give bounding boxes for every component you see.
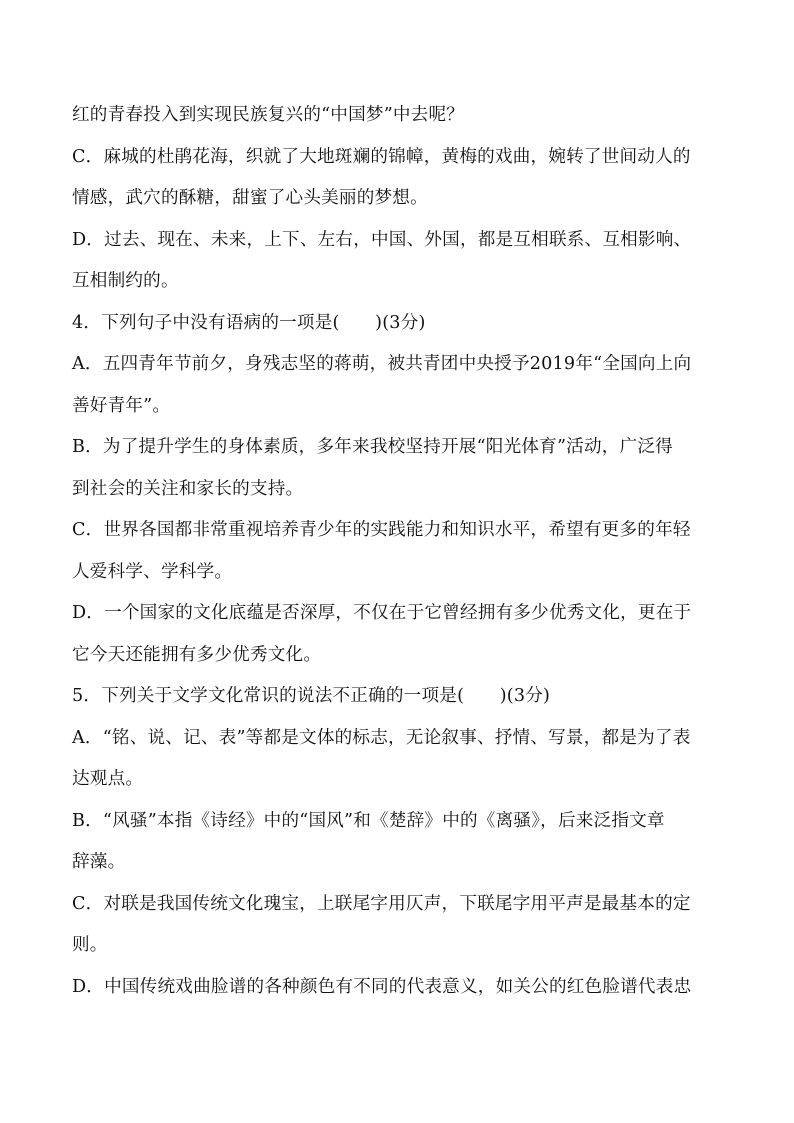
text-line: 它今天还能拥有多少优秀文化。: [72, 644, 322, 665]
text-line: C．麻城的杜鹃花海，织就了大地斑斓的锦幛，黄梅的戏曲，婉转了世间动人的: [72, 146, 691, 167]
text-line: C．世界各国都非常重视培养青少年的实践能力和知识水平，希望有更多的年轻: [72, 520, 691, 540]
text-line: 到社会的关注和家长的支持。: [72, 478, 304, 499]
text-line: 人爱科学、学科学。: [72, 561, 233, 582]
text-line: A．“铭、说、记、表”等都是文体的标志，无论叙事、抒情、写景，都是为了表: [72, 727, 691, 748]
question-heading: 5．下列关于文学文化常识的说法不正确的一项是( )(3分): [72, 686, 551, 706]
text-line: 互相制约的。: [72, 271, 179, 291]
text-line: 红的青春投入到实现民族复兴的“中国梦”中去呢？: [72, 105, 465, 125]
text-line: 达观点。: [72, 769, 144, 789]
text-line: D．过去、现在、未来，上下、左右，中国、外国，都是互相联系、互相影响、: [72, 229, 692, 250]
document-page: [72, 100, 732, 1013]
text-line: 辞藻。: [72, 852, 126, 872]
text-line: 则。: [72, 935, 108, 955]
text-line: B．“风骚”本指《诗经》中的“国风”和《楚辞》中的《离骚》，后来泛指文章: [72, 810, 665, 831]
question-heading: 4．下列句子中没有语病的一项是( )(3分): [72, 312, 426, 333]
text-line: B．为了提升学生的身体素质，多年来我校坚持开展“阳光体育”活动，广泛得: [72, 437, 673, 457]
text-line: D．一个国家的文化底蕴是否深厚，不仅在于它曾经拥有多少优秀文化，更在于: [72, 603, 692, 623]
text-line: 善好青年”。: [72, 395, 171, 416]
text-line: 情感，武穴的酥糖，甜蜜了心头美丽的梦想。: [72, 188, 428, 208]
text-line: C．对联是我国传统文化瑰宝，上联尾字用仄声，下联尾字用平声是最基本的定: [72, 893, 691, 914]
text-line: A．五四青年节前夕，身残志坚的蒋萌，被共青团中央授予2019年“全国向上向: [72, 354, 692, 374]
text-line: D．中国传统戏曲脸谱的各种颜色有不同的代表意义，如关公的红色脸谱代表忠: [72, 976, 692, 997]
